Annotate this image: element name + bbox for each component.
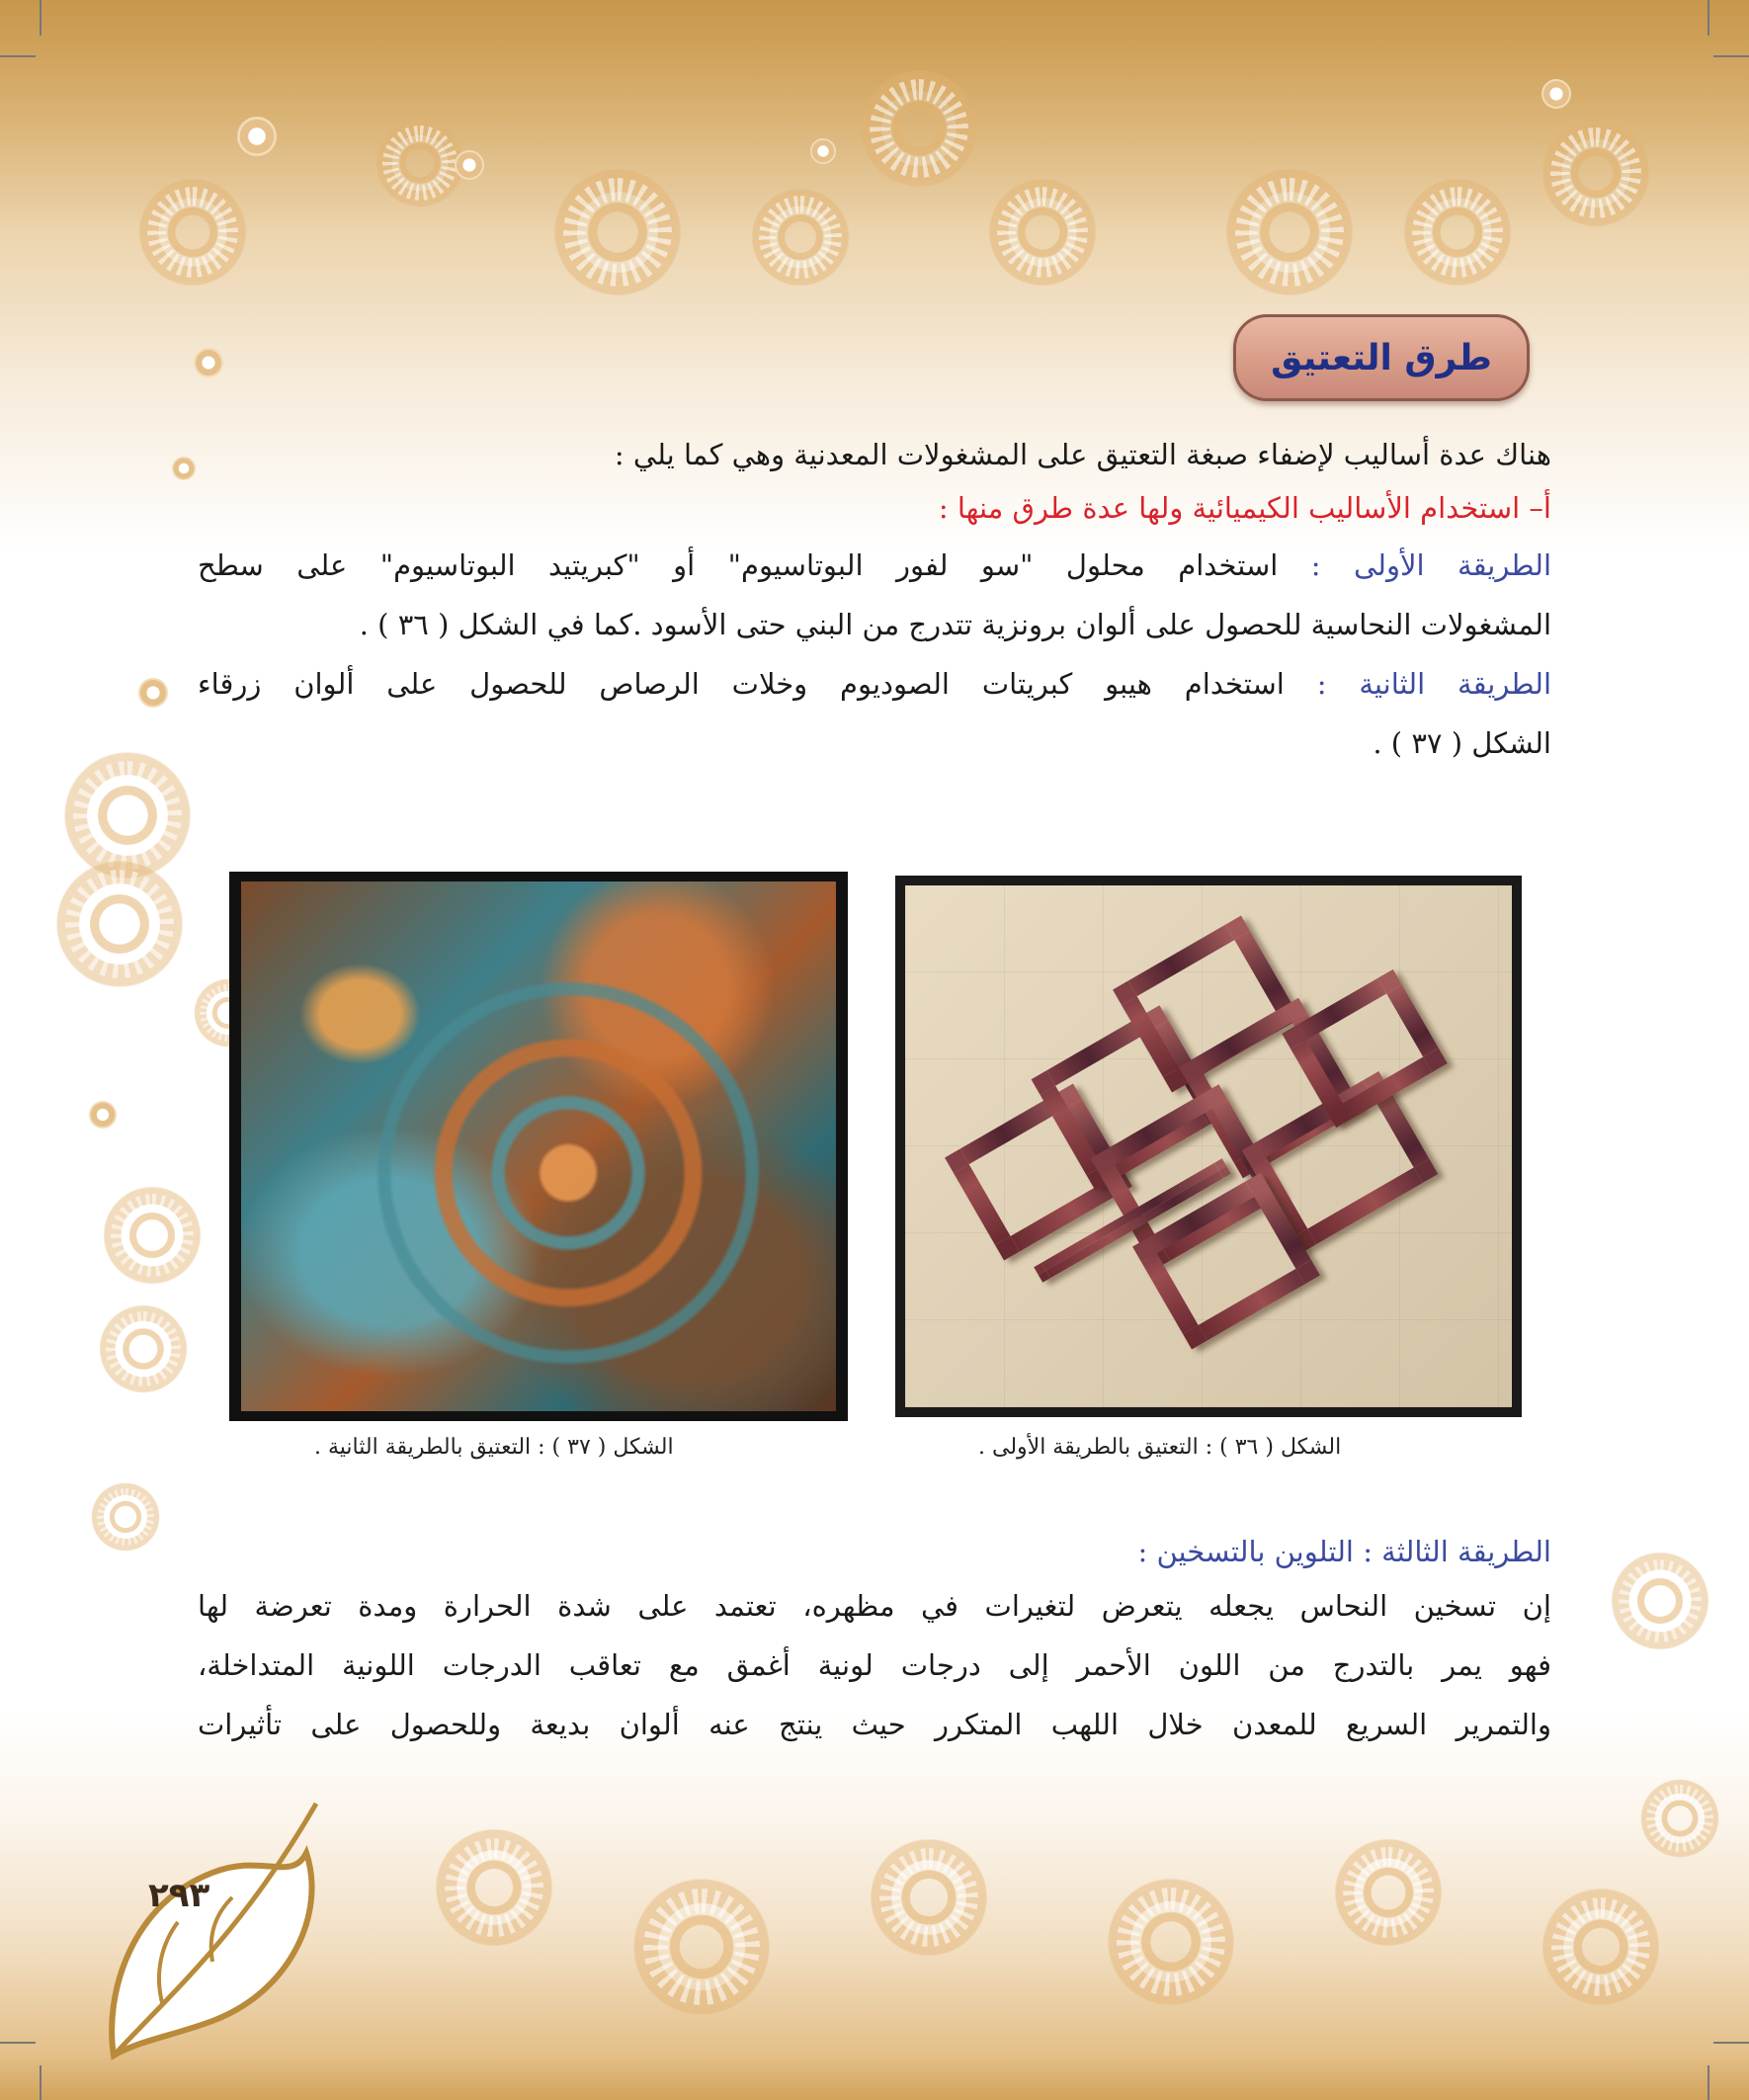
rosette-ornament [1640,1779,1719,1858]
method2-text-1: استخدام هيبو كبريتات الصوديوم وخلات الرصاص للحصول على ألوان زرقاء [198,667,1285,701]
rosette-ornament [1334,1838,1443,1947]
crop-mark [0,55,36,57]
rosette-ornament [751,188,850,287]
crop-mark [1707,2065,1709,2100]
intro-paragraph [198,425,1551,484]
rosette-ornament [138,178,247,287]
rosette-ornament [988,178,1097,287]
rosette-ornament [632,1878,771,2016]
rosette-ornament [99,1304,188,1393]
method1-text-1: استخدام محلول "سو لفور البوتاسيوم" أو "كبريتيد البوتاسيوم" على سطح [198,548,1279,582]
method3-heading-text: الطريقة الثالثة : التلوين بالتسخين : [1137,1535,1551,1568]
dot-ornament [810,138,836,164]
dot-ornament [1541,79,1571,109]
dot-ornament [138,678,168,708]
rosette-ornament [860,69,978,188]
method3-line3 [198,1695,1551,1754]
method3-line1 [198,1576,1551,1636]
rosette-ornament [1225,168,1354,296]
rosette-ornament [375,119,464,208]
method3-text-2: فهو يمر بالتدرج من اللون الأحمر إلى درجات لونية أغمق مع تعاقب الدرجات اللونية المتداخلة، [198,1648,1551,1682]
page-number: ٢٩٣ [148,1876,210,1915]
dot-ornament [172,457,196,480]
interlocking-squares-artwork [905,885,1512,1407]
copper-patina-artwork [241,882,836,1411]
method3-text-3: والتمرير السريع للمعدن خلال اللهب المتكرر حيث ينتج عنه ألوان بديعة وللحصول على تأثيرات [198,1708,1551,1741]
section-title: طرق التعتيق [1271,337,1492,378]
section-heading [1233,314,1530,401]
dot-ornament [237,117,277,156]
figure-37-image [229,872,848,1421]
method2-line1 [198,654,1551,714]
method1-text-2: المشغولات النحاسية للحصول على ألوان برونزية تتدرج من البني حتى الأسود .كما في الشكل ( ٣٦ ) . [359,608,1551,641]
rosette-ornament [55,860,184,988]
crop-mark [1707,0,1709,36]
rosette-ornament [1541,119,1650,227]
dot-ornament [455,150,484,180]
rosette-ornament [1107,1878,1235,2006]
crop-mark [1713,55,1749,57]
method3-heading [198,1522,1551,1581]
rosette-ornament [1541,1888,1660,2006]
leaf-icon [94,1794,331,2060]
rosette-ornament [870,1838,988,1957]
method3-line2 [198,1636,1551,1695]
rosette-ornament [1611,1552,1709,1650]
intro-text: هناك عدة أساليب لإضفاء صبغة التعتيق على المشغولات المعدنية وهي كما يلي : [614,438,1551,471]
rosette-ornament [91,1482,160,1552]
figure-36-caption: الشكل ( ٣٦ ) : التعتيق بالطريقة الأولى . [978,1435,1342,1460]
subheading-chemical [198,478,1551,538]
crop-mark [1713,2042,1749,2044]
rosette-ornament [1403,178,1512,287]
method2-line2 [198,714,1551,773]
crop-mark [40,2065,42,2100]
figure-36-image [895,876,1522,1417]
method2-text-2: الشكل ( ٣٧ ) . [1373,726,1551,760]
crop-mark [0,2042,36,2044]
method2-label: الطريقة الثانية : [1316,667,1552,701]
subheading-text: أ– استخدام الأساليب الكيميائية ولها عدة طرق منها : [938,491,1551,525]
rosette-ornament [103,1186,202,1285]
crop-mark [40,0,42,36]
method1-line2 [198,595,1551,654]
figure-37-caption: الشكل ( ٣٧ ) : التعتيق بالطريقة الثانية . [314,1435,674,1460]
dot-ornament [194,348,223,378]
method3-text-1: إن تسخين النحاس يجعله يتعرض لتغيرات في مظهره، تعتمد على شدة الحرارة ومدة تعرضة لها [198,1589,1551,1623]
method1-line1 [198,536,1551,595]
rosette-ornament [553,168,682,296]
method1-label: الطريقة الأولى : [1310,548,1551,582]
dot-ornament [89,1101,117,1129]
rosette-ornament [435,1828,553,1947]
